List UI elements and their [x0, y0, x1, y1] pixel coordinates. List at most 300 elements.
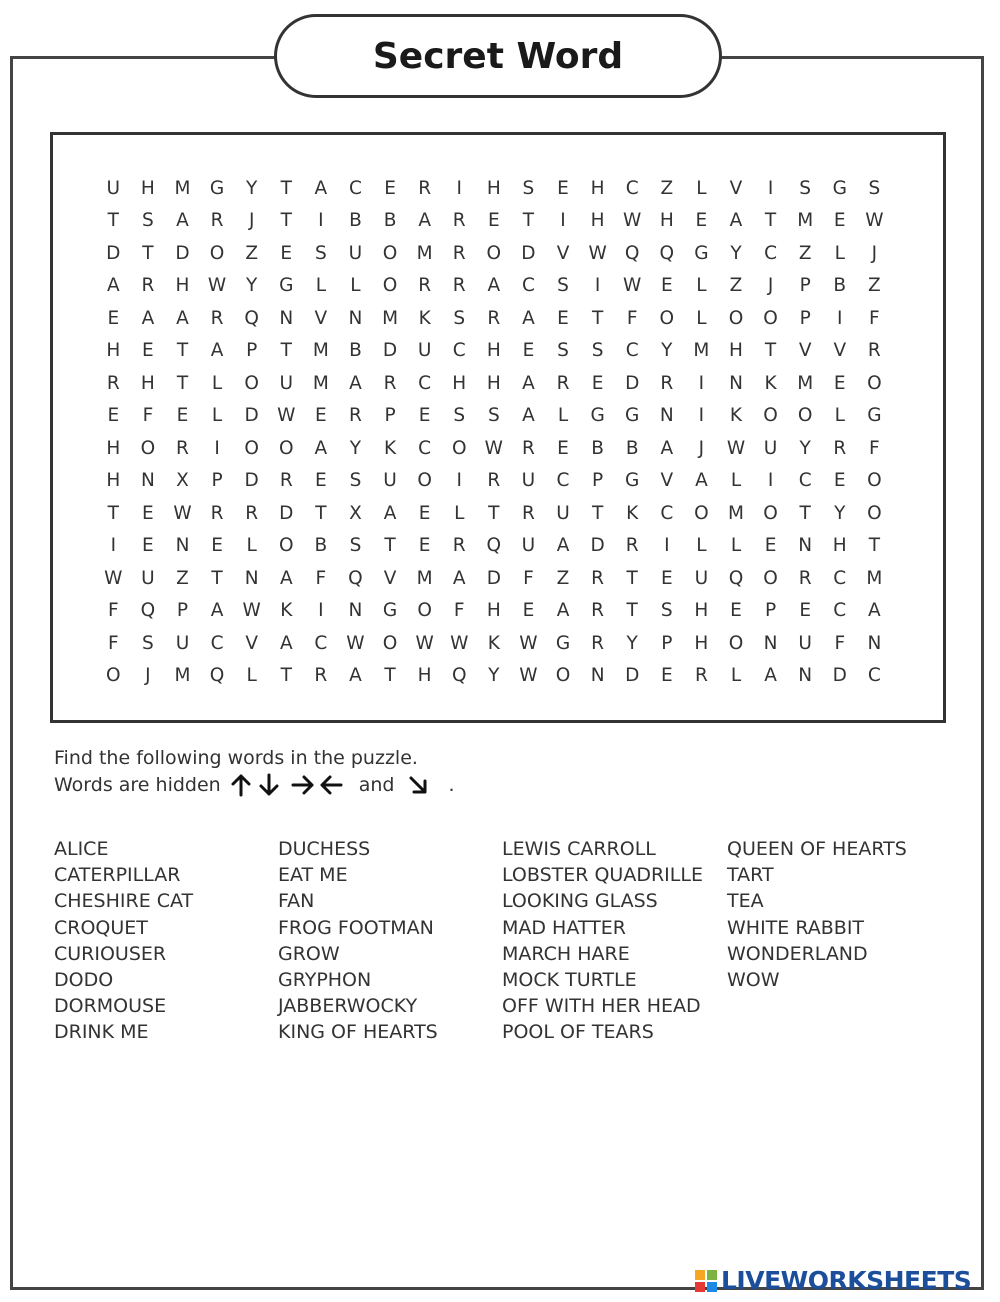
- grid-letter[interactable]: T: [764, 340, 777, 362]
- grid-letter[interactable]: R: [487, 470, 501, 492]
- grid-letter[interactable]: W: [415, 632, 434, 654]
- grid-letter[interactable]: Y: [626, 632, 638, 654]
- grid-letter[interactable]: K: [764, 372, 777, 394]
- grid-letter[interactable]: R: [141, 275, 155, 297]
- grid-letter[interactable]: R: [591, 600, 605, 622]
- grid-letter[interactable]: D: [625, 665, 640, 687]
- grid-letter[interactable]: E: [142, 502, 154, 524]
- grid-letter[interactable]: Y: [834, 502, 846, 524]
- grid-letter[interactable]: F: [869, 437, 880, 459]
- grid-letter[interactable]: J: [698, 437, 705, 459]
- grid-letter[interactable]: L: [211, 372, 223, 394]
- grid-letter[interactable]: E: [384, 177, 396, 199]
- grid-letter[interactable]: O: [867, 470, 882, 492]
- grid-letter[interactable]: R: [833, 437, 847, 459]
- grid-letter[interactable]: A: [176, 307, 189, 329]
- grid-letter[interactable]: A: [418, 210, 431, 232]
- grid-letter[interactable]: E: [107, 405, 120, 427]
- grid-letter[interactable]: W: [865, 210, 884, 232]
- grid-letter[interactable]: B: [349, 210, 362, 232]
- grid-letter[interactable]: E: [280, 242, 293, 264]
- grid-letter[interactable]: A: [176, 210, 189, 232]
- grid-letter[interactable]: T: [799, 502, 811, 524]
- grid-letter[interactable]: T: [142, 242, 154, 264]
- grid-letter[interactable]: V: [383, 567, 397, 589]
- grid-letter[interactable]: T: [522, 210, 535, 232]
- grid-letter[interactable]: A: [487, 275, 501, 297]
- grid-letter[interactable]: T: [315, 502, 327, 524]
- grid-letter[interactable]: F: [107, 600, 119, 622]
- grid-letter[interactable]: Z: [729, 275, 743, 297]
- grid-letter[interactable]: D: [175, 242, 190, 264]
- grid-letter[interactable]: O: [382, 275, 398, 297]
- grid-letter[interactable]: L: [834, 242, 845, 264]
- grid-letter[interactable]: U: [521, 470, 536, 492]
- grid-letter[interactable]: A: [383, 502, 397, 524]
- grid-letter[interactable]: I: [837, 307, 843, 329]
- grid-letter[interactable]: V: [556, 242, 570, 264]
- grid-letter[interactable]: R: [452, 275, 466, 297]
- grid-letter[interactable]: I: [767, 470, 774, 492]
- grid-letter[interactable]: R: [418, 275, 432, 297]
- grid-letter[interactable]: O: [867, 372, 882, 394]
- grid-letter[interactable]: C: [314, 632, 328, 654]
- grid-letter[interactable]: B: [625, 437, 639, 459]
- grid-letter[interactable]: S: [349, 470, 362, 492]
- grid-letter[interactable]: O: [728, 632, 744, 654]
- grid-letter[interactable]: O: [486, 242, 502, 264]
- grid-letter[interactable]: E: [660, 665, 673, 687]
- grid-letter[interactable]: S: [522, 177, 535, 199]
- grid-letter[interactable]: U: [279, 372, 294, 394]
- grid-letter[interactable]: W: [242, 600, 261, 622]
- grid-letter[interactable]: E: [695, 210, 708, 232]
- grid-letter[interactable]: A: [522, 372, 535, 394]
- grid-letter[interactable]: W: [519, 632, 538, 654]
- grid-letter[interactable]: S: [591, 340, 604, 362]
- grid-letter[interactable]: F: [523, 567, 534, 589]
- grid-letter[interactable]: R: [314, 665, 328, 687]
- grid-letter[interactable]: C: [418, 437, 432, 459]
- grid-letter[interactable]: Z: [868, 275, 881, 297]
- grid-letter[interactable]: C: [210, 632, 224, 654]
- grid-letter[interactable]: T: [176, 372, 189, 394]
- grid-letter[interactable]: H: [694, 632, 709, 654]
- grid-letter[interactable]: E: [418, 535, 431, 557]
- grid-letter[interactable]: S: [799, 177, 812, 199]
- grid-letter[interactable]: P: [592, 470, 604, 492]
- grid-letter[interactable]: K: [729, 405, 743, 427]
- grid-letter[interactable]: N: [244, 567, 259, 589]
- grid-letter[interactable]: F: [626, 307, 638, 329]
- grid-letter[interactable]: O: [382, 632, 398, 654]
- grid-letter[interactable]: P: [799, 275, 811, 297]
- grid-letter[interactable]: W: [588, 242, 607, 264]
- grid-letter[interactable]: O: [451, 437, 467, 459]
- grid-letter[interactable]: M: [866, 567, 883, 589]
- grid-letter[interactable]: Q: [209, 665, 225, 687]
- grid-letter[interactable]: N: [798, 665, 813, 687]
- grid-letter[interactable]: O: [797, 405, 813, 427]
- grid-letter[interactable]: M: [312, 340, 329, 362]
- grid-letter[interactable]: J: [871, 242, 878, 264]
- grid-letter[interactable]: Q: [140, 600, 156, 622]
- grid-letter[interactable]: A: [695, 470, 708, 492]
- grid-letter[interactable]: C: [833, 567, 847, 589]
- grid-letter[interactable]: U: [694, 567, 709, 589]
- grid-letter[interactable]: N: [659, 405, 674, 427]
- grid-letter[interactable]: B: [591, 437, 604, 459]
- grid-letter[interactable]: L: [696, 177, 707, 199]
- grid-letter[interactable]: V: [833, 340, 847, 362]
- grid-letter[interactable]: E: [660, 567, 673, 589]
- grid-letter[interactable]: T: [176, 340, 189, 362]
- grid-letter[interactable]: T: [764, 210, 777, 232]
- grid-letter[interactable]: B: [349, 340, 362, 362]
- grid-letter[interactable]: I: [456, 177, 462, 199]
- grid-letter[interactable]: C: [660, 502, 674, 524]
- grid-letter[interactable]: T: [280, 177, 292, 199]
- grid-letter[interactable]: M: [693, 340, 710, 362]
- grid-letter[interactable]: S: [142, 210, 154, 232]
- grid-letter[interactable]: E: [730, 600, 742, 622]
- grid-letter[interactable]: F: [142, 405, 154, 427]
- grid-letter[interactable]: V: [314, 307, 328, 329]
- grid-letter[interactable]: H: [486, 340, 501, 362]
- grid-letter[interactable]: S: [142, 632, 154, 654]
- grid-letter[interactable]: U: [383, 470, 397, 492]
- grid-letter[interactable]: O: [763, 307, 778, 329]
- grid-letter[interactable]: S: [557, 340, 569, 362]
- grid-letter[interactable]: L: [730, 665, 742, 687]
- grid-letter[interactable]: A: [314, 177, 328, 199]
- grid-letter[interactable]: S: [453, 307, 466, 329]
- grid-letter[interactable]: P: [176, 600, 189, 622]
- grid-letter[interactable]: T: [591, 502, 604, 524]
- grid-letter[interactable]: E: [833, 470, 846, 492]
- grid-letter[interactable]: W: [277, 405, 296, 427]
- grid-letter[interactable]: S: [314, 242, 327, 264]
- grid-letter[interactable]: Q: [451, 665, 467, 687]
- grid-letter[interactable]: O: [763, 567, 778, 589]
- grid-letter[interactable]: N: [798, 535, 813, 557]
- grid-letter[interactable]: W: [104, 567, 123, 589]
- grid-letter[interactable]: P: [211, 470, 223, 492]
- grid-letter[interactable]: H: [729, 340, 743, 362]
- grid-letter[interactable]: H: [486, 177, 501, 199]
- grid-letter[interactable]: T: [107, 502, 119, 524]
- grid-letter[interactable]: Y: [349, 437, 362, 459]
- grid-letter[interactable]: U: [175, 632, 190, 654]
- grid-letter[interactable]: O: [763, 502, 778, 524]
- grid-letter[interactable]: H: [106, 437, 121, 459]
- grid-letter[interactable]: Q: [486, 535, 502, 557]
- grid-letter[interactable]: I: [214, 437, 220, 459]
- grid-letter[interactable]: L: [696, 307, 707, 329]
- grid-letter[interactable]: O: [417, 470, 432, 492]
- grid-letter[interactable]: E: [833, 210, 846, 232]
- grid-letter[interactable]: A: [141, 307, 155, 329]
- grid-letter[interactable]: O: [209, 242, 225, 264]
- grid-letter[interactable]: Z: [176, 567, 189, 589]
- grid-letter[interactable]: O: [278, 535, 294, 557]
- grid-letter[interactable]: R: [452, 535, 466, 557]
- grid-letter[interactable]: A: [210, 340, 224, 362]
- grid-letter[interactable]: Q: [244, 307, 259, 329]
- grid-letter[interactable]: A: [349, 372, 362, 394]
- grid-letter[interactable]: C: [521, 275, 535, 297]
- grid-letter[interactable]: V: [245, 632, 258, 654]
- grid-letter[interactable]: T: [384, 535, 396, 557]
- grid-letter[interactable]: H: [417, 665, 432, 687]
- grid-letter[interactable]: R: [452, 210, 466, 232]
- grid-letter[interactable]: N: [140, 470, 155, 492]
- grid-letter[interactable]: E: [557, 307, 569, 329]
- grid-letter[interactable]: S: [453, 405, 466, 427]
- grid-letter[interactable]: Q: [348, 567, 363, 589]
- grid-letter[interactable]: A: [764, 665, 777, 687]
- grid-letter[interactable]: E: [557, 177, 569, 199]
- grid-letter[interactable]: H: [590, 177, 605, 199]
- grid-letter[interactable]: G: [625, 405, 640, 427]
- grid-letter[interactable]: E: [660, 275, 673, 297]
- grid-letter[interactable]: L: [696, 535, 707, 557]
- grid-letter[interactable]: G: [694, 242, 709, 264]
- grid-letter[interactable]: O: [140, 437, 156, 459]
- grid-letter[interactable]: F: [869, 307, 880, 329]
- grid-letter[interactable]: K: [418, 307, 431, 329]
- grid-letter[interactable]: A: [279, 632, 293, 654]
- grid-letter[interactable]: I: [594, 275, 601, 297]
- grid-letter[interactable]: R: [210, 307, 224, 329]
- grid-letter[interactable]: O: [763, 405, 778, 427]
- grid-letter[interactable]: H: [486, 600, 501, 622]
- grid-letter[interactable]: H: [694, 600, 709, 622]
- grid-letter[interactable]: T: [591, 307, 604, 329]
- grid-letter[interactable]: K: [383, 437, 397, 459]
- grid-letter[interactable]: K: [626, 502, 639, 524]
- grid-letter[interactable]: U: [106, 177, 121, 199]
- grid-letter[interactable]: N: [590, 665, 605, 687]
- grid-letter[interactable]: M: [416, 567, 433, 589]
- grid-letter[interactable]: H: [659, 210, 674, 232]
- grid-letter[interactable]: J: [767, 275, 774, 297]
- grid-letter[interactable]: H: [106, 340, 121, 362]
- grid-letter[interactable]: U: [798, 632, 812, 654]
- grid-letter[interactable]: H: [452, 372, 467, 394]
- grid-letter[interactable]: O: [555, 665, 571, 687]
- grid-letter[interactable]: E: [799, 600, 812, 622]
- grid-letter[interactable]: R: [521, 502, 535, 524]
- grid-letter[interactable]: L: [315, 275, 327, 297]
- grid-letter[interactable]: D: [244, 470, 259, 492]
- grid-letter[interactable]: A: [279, 567, 293, 589]
- grid-letter[interactable]: I: [456, 470, 462, 492]
- grid-letter[interactable]: T: [488, 502, 500, 524]
- grid-letter[interactable]: D: [625, 372, 640, 394]
- grid-letter[interactable]: D: [832, 665, 847, 687]
- grid-letter[interactable]: R: [625, 535, 639, 557]
- grid-letter[interactable]: Y: [488, 665, 500, 687]
- grid-letter[interactable]: R: [418, 177, 432, 199]
- grid-letter[interactable]: F: [834, 632, 846, 654]
- grid-letter[interactable]: N: [348, 307, 363, 329]
- grid-letter[interactable]: E: [833, 372, 846, 394]
- grid-letter[interactable]: T: [280, 210, 292, 232]
- grid-letter[interactable]: O: [659, 307, 675, 329]
- grid-letter[interactable]: I: [664, 535, 670, 557]
- grid-letter[interactable]: I: [560, 210, 566, 232]
- grid-letter[interactable]: R: [591, 632, 605, 654]
- grid-letter[interactable]: R: [694, 665, 708, 687]
- grid-letter[interactable]: A: [556, 600, 570, 622]
- grid-letter[interactable]: G: [279, 275, 294, 297]
- grid-letter[interactable]: C: [418, 372, 432, 394]
- grid-letter[interactable]: U: [348, 242, 363, 264]
- grid-letter[interactable]: M: [174, 177, 191, 199]
- grid-letter[interactable]: H: [590, 210, 605, 232]
- grid-letter[interactable]: G: [590, 405, 605, 427]
- grid-letter[interactable]: I: [318, 600, 324, 622]
- grid-letter[interactable]: D: [279, 502, 294, 524]
- grid-letter[interactable]: W: [726, 437, 746, 459]
- grid-letter[interactable]: W: [173, 502, 192, 524]
- grid-letter[interactable]: L: [246, 665, 257, 687]
- grid-letter[interactable]: T: [384, 665, 396, 687]
- grid-letter[interactable]: L: [834, 405, 845, 427]
- grid-letter[interactable]: L: [246, 535, 257, 557]
- grid-letter[interactable]: H: [106, 470, 121, 492]
- grid-letter[interactable]: Z: [660, 177, 674, 199]
- grid-letter[interactable]: G: [625, 470, 640, 492]
- grid-letter[interactable]: U: [521, 535, 536, 557]
- grid-letter[interactable]: E: [487, 210, 500, 232]
- grid-letter[interactable]: R: [176, 437, 189, 459]
- grid-letter[interactable]: W: [450, 632, 469, 654]
- grid-letter[interactable]: L: [696, 275, 707, 297]
- grid-letter[interactable]: O: [244, 372, 259, 394]
- grid-letter[interactable]: C: [452, 340, 466, 362]
- grid-letter[interactable]: L: [350, 275, 361, 297]
- grid-letter[interactable]: C: [867, 665, 881, 687]
- grid-letter[interactable]: L: [211, 405, 223, 427]
- grid-letter[interactable]: U: [417, 340, 432, 362]
- grid-letter[interactable]: D: [521, 242, 536, 264]
- grid-letter[interactable]: B: [833, 275, 847, 297]
- grid-letter[interactable]: O: [278, 437, 294, 459]
- grid-letter[interactable]: A: [556, 535, 570, 557]
- grid-letter[interactable]: E: [142, 340, 154, 362]
- grid-letter[interactable]: M: [312, 372, 329, 394]
- grid-letter[interactable]: D: [106, 242, 121, 264]
- grid-letter[interactable]: V: [798, 340, 812, 362]
- grid-letter[interactable]: K: [487, 632, 500, 654]
- grid-letter[interactable]: A: [210, 600, 224, 622]
- grid-letter[interactable]: T: [280, 340, 292, 362]
- grid-letter[interactable]: W: [623, 275, 642, 297]
- grid-letter[interactable]: W: [623, 210, 642, 232]
- grid-letter[interactable]: O: [867, 502, 882, 524]
- grid-letter[interactable]: R: [245, 502, 259, 524]
- grid-letter[interactable]: T: [211, 567, 223, 589]
- grid-letter[interactable]: P: [384, 405, 396, 427]
- grid-letter[interactable]: S: [487, 405, 500, 427]
- grid-letter[interactable]: L: [454, 502, 465, 524]
- grid-letter[interactable]: A: [868, 600, 881, 622]
- grid-letter[interactable]: I: [318, 210, 324, 232]
- grid-letter[interactable]: J: [248, 210, 255, 232]
- grid-letter[interactable]: O: [244, 437, 259, 459]
- grid-letter[interactable]: O: [417, 600, 432, 622]
- grid-letter[interactable]: O: [106, 665, 121, 687]
- grid-letter[interactable]: A: [729, 210, 743, 232]
- grid-letter[interactable]: Z: [556, 567, 570, 589]
- grid-letter[interactable]: R: [556, 372, 570, 394]
- grid-letter[interactable]: L: [730, 470, 742, 492]
- grid-letter[interactable]: M: [797, 210, 814, 232]
- grid-letter[interactable]: M: [174, 665, 191, 687]
- grid-letter[interactable]: A: [522, 405, 535, 427]
- grid-letter[interactable]: C: [833, 600, 847, 622]
- grid-letter[interactable]: N: [867, 632, 882, 654]
- grid-letter[interactable]: P: [799, 307, 811, 329]
- grid-letter[interactable]: N: [763, 632, 778, 654]
- grid-letter[interactable]: P: [246, 340, 258, 362]
- grid-letter[interactable]: M: [728, 502, 744, 524]
- grid-letter[interactable]: R: [521, 437, 535, 459]
- grid-letter[interactable]: E: [107, 307, 120, 329]
- grid-letter[interactable]: N: [348, 600, 363, 622]
- grid-letter[interactable]: F: [453, 600, 465, 622]
- grid-letter[interactable]: E: [591, 372, 604, 394]
- grid-letter[interactable]: G: [867, 405, 882, 427]
- grid-letter[interactable]: V: [729, 177, 743, 199]
- grid-letter[interactable]: S: [868, 177, 881, 199]
- grid-letter[interactable]: H: [140, 177, 155, 199]
- grid-letter[interactable]: R: [660, 372, 674, 394]
- grid-letter[interactable]: B: [314, 535, 328, 557]
- grid-letter[interactable]: I: [767, 177, 774, 199]
- grid-letter[interactable]: R: [279, 470, 293, 492]
- grid-letter[interactable]: R: [106, 372, 120, 394]
- grid-letter[interactable]: E: [211, 535, 223, 557]
- grid-letter[interactable]: I: [698, 372, 705, 394]
- grid-letter[interactable]: O: [694, 502, 709, 524]
- grid-letter[interactable]: C: [764, 242, 778, 264]
- grid-letter[interactable]: C: [556, 470, 570, 492]
- grid-letter[interactable]: R: [487, 307, 501, 329]
- grid-letter[interactable]: E: [557, 437, 569, 459]
- grid-letter[interactable]: R: [349, 405, 362, 427]
- grid-letter[interactable]: H: [486, 372, 501, 394]
- grid-letter[interactable]: U: [141, 567, 155, 589]
- grid-letter[interactable]: E: [315, 470, 327, 492]
- grid-letter[interactable]: Z: [798, 242, 812, 264]
- grid-letter[interactable]: U: [556, 502, 570, 524]
- grid-letter[interactable]: S: [660, 600, 673, 622]
- grid-letter[interactable]: E: [142, 535, 154, 557]
- grid-letter[interactable]: A: [349, 665, 362, 687]
- grid-letter[interactable]: P: [661, 632, 673, 654]
- grid-letter[interactable]: E: [418, 405, 431, 427]
- grid-letter[interactable]: W: [207, 275, 227, 297]
- grid-letter[interactable]: W: [346, 632, 365, 654]
- grid-letter[interactable]: R: [452, 242, 466, 264]
- grid-letter[interactable]: T: [626, 600, 638, 622]
- grid-letter[interactable]: Y: [799, 437, 811, 459]
- grid-letter[interactable]: H: [175, 275, 190, 297]
- grid-letter[interactable]: U: [763, 437, 778, 459]
